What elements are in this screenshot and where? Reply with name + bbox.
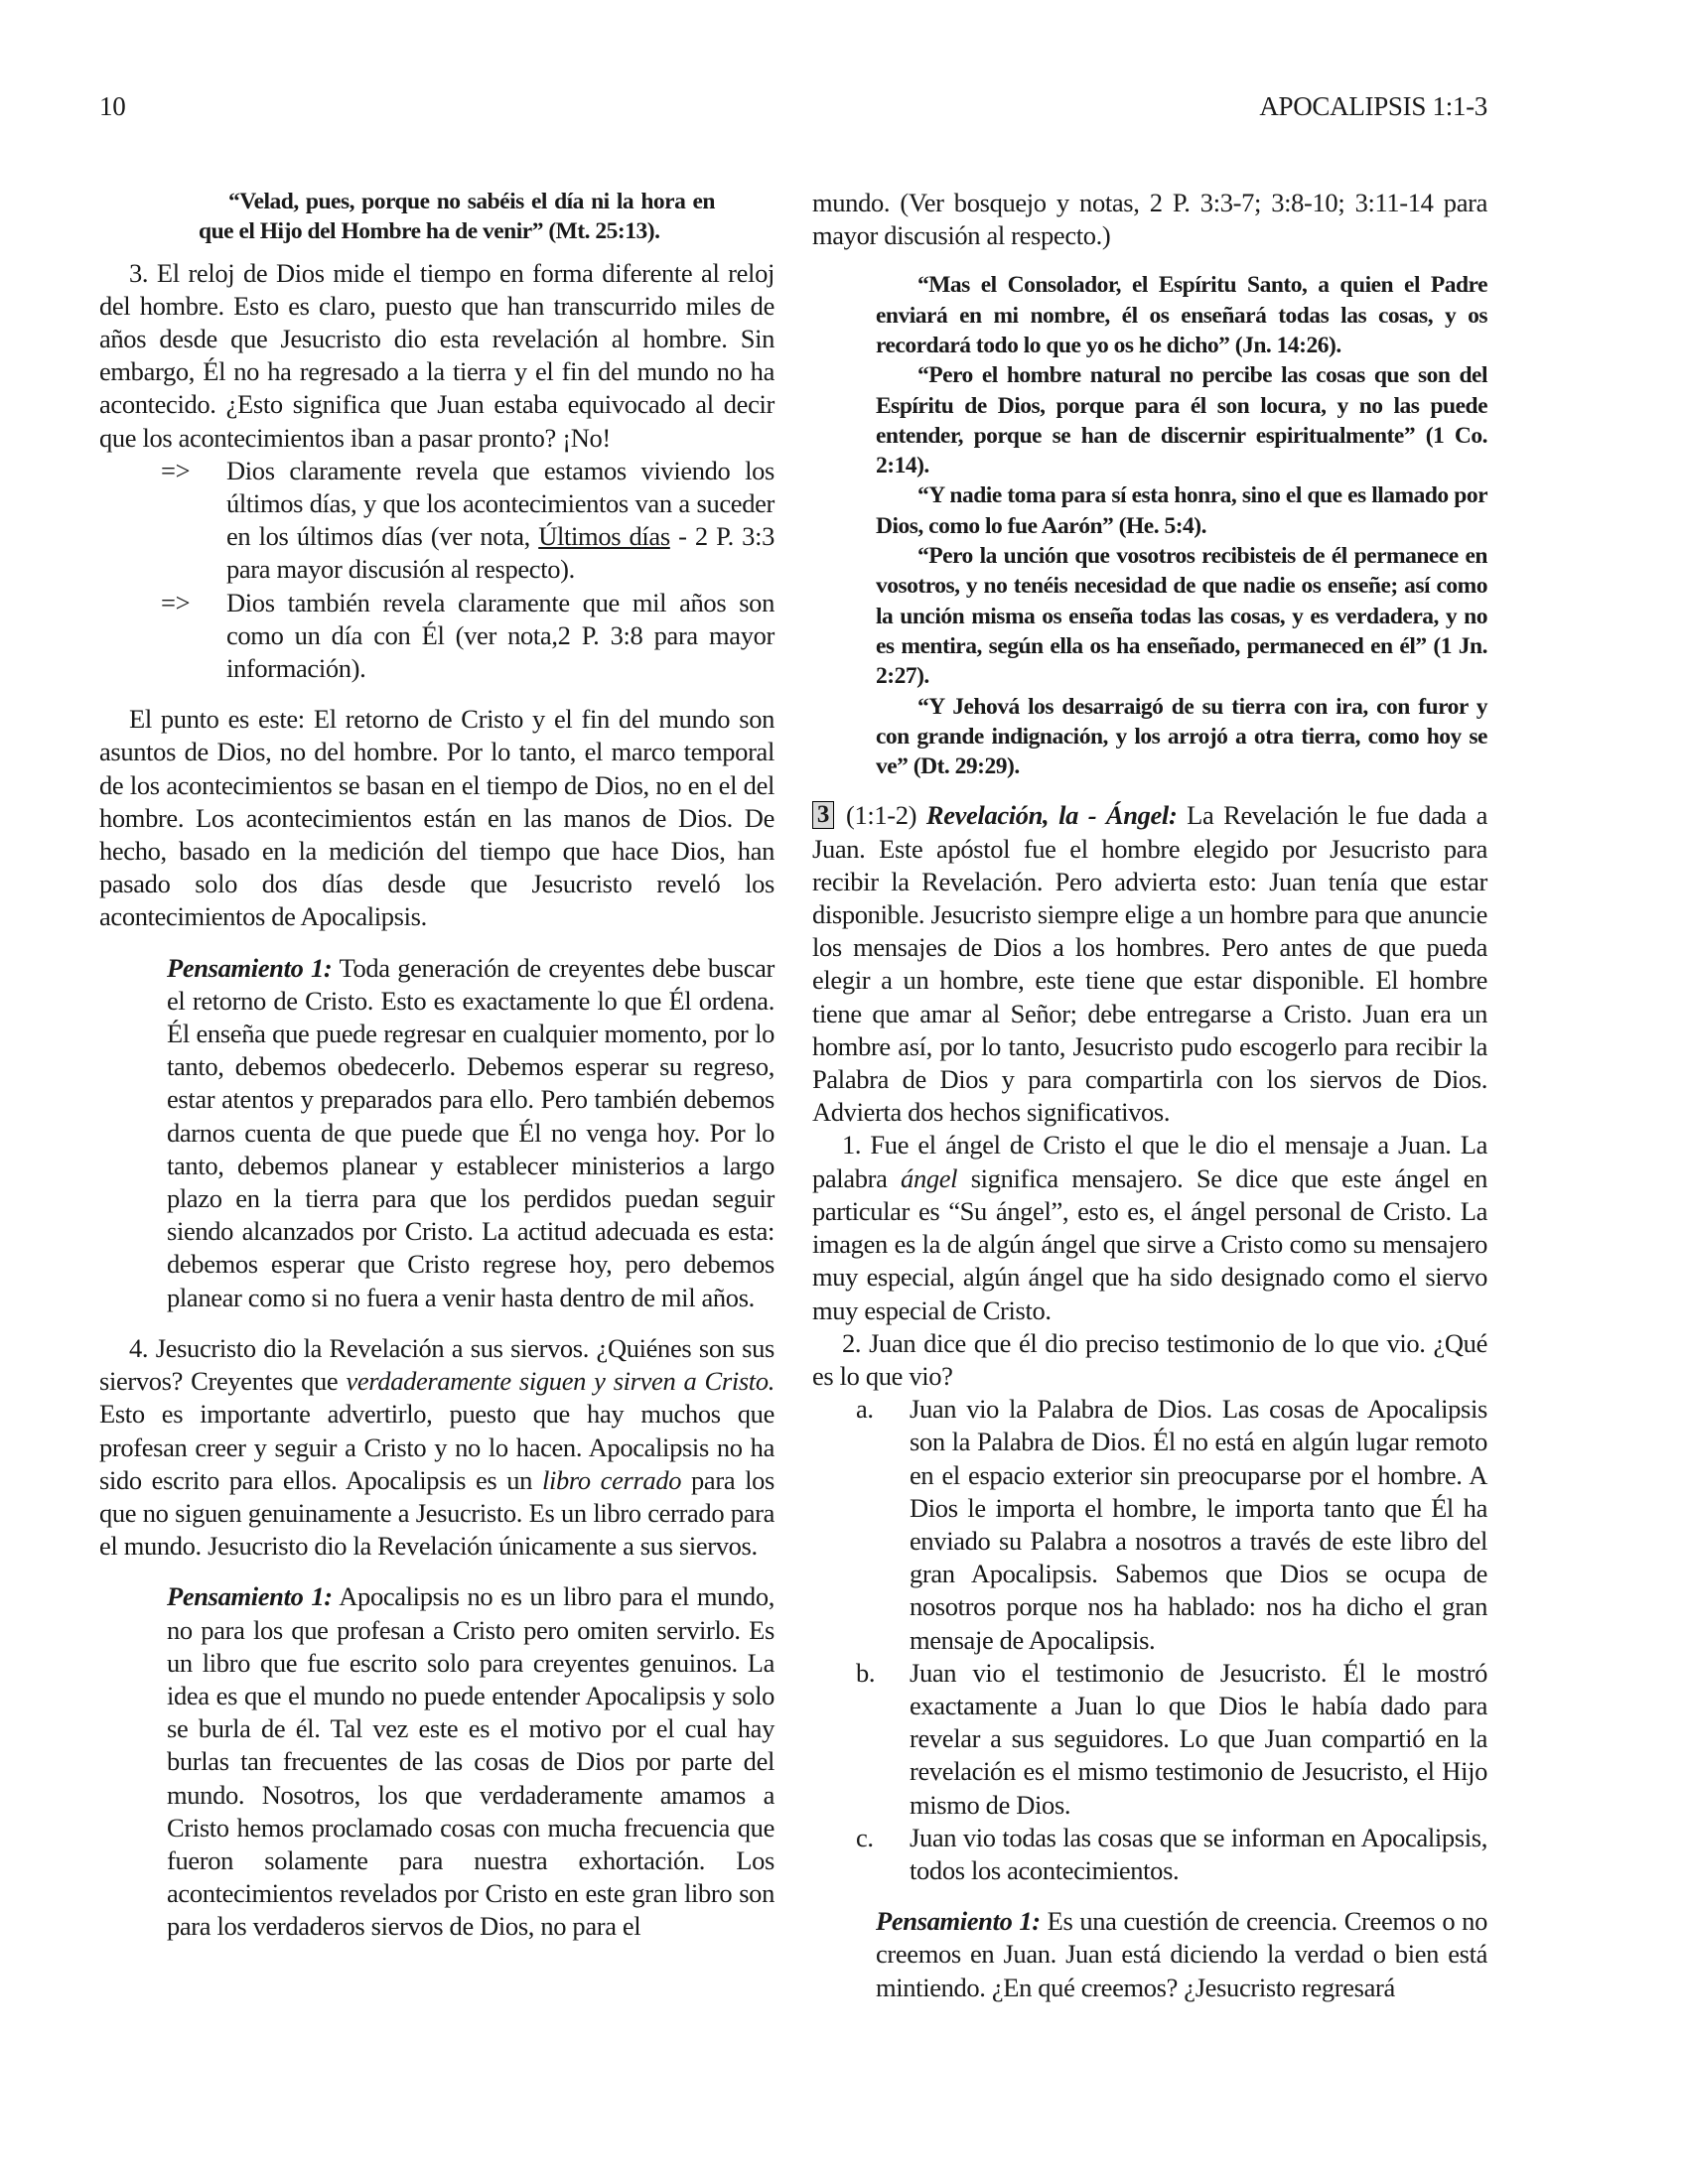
emphasis-text: libro cerrado <box>541 1464 682 1495</box>
arrow-marker: => <box>161 587 191 617</box>
scripture-quote: “Pero el hombre natural no percibe las cosas que son del Espíritu de Dios, porque para él son locura, y no las puede entender, porque se han de discernir espiritualmente” (1 Co. 2:14). <box>876 362 1487 479</box>
arrow-marker: => <box>161 455 191 485</box>
thought-text: Es una cuestión de creencia. Creemos o no creemos en Juan. Juan está diciendo la verdad o bien está mintiendo. ¿En qué creemos? ¿Jesucristo regresará <box>876 1906 1487 2002</box>
scripture-quote: “Y nadie toma para sí esta honra, sino el que es llamado por Dios, como lo fue Aarón” (He. 5:4). <box>876 482 1487 539</box>
scripture-quote: “Y Jehová los desarraigó de su tierra con ira, con furor y con grande indignación, y los arrojó a otra tierra, como hoy se ve” (Dt. 29:29). <box>876 693 1487 780</box>
fact-1-paragraph <box>812 1129 1487 1326</box>
section-text: La Revelación le fue dada a Juan. Este apóstol fue el hombre elegido por Jesucristo para recibir la Revelación. Pero advierta esto: Juan tenía que estar disponible. Jesucristo siempre elige a un hombre para que anuncie los mensajes de Dios a los hombres. Pero antes de que pueda elegir a un hombre, este tiene que estar disponible. El hombre tiene que amar al Señor; debe entregarse a Cristo. Juan era un hombre así, por lo tanto, Jesucristo pudo escogerlo para recibir la Palabra de Dios y para compartirla con los siervos de Dios. Advierta dos hechos significativos. <box>812 800 1487 1128</box>
text-run: 4. Jesucristo dio la Revelación a sus siervos. ¿Quiénes son sus siervos? Creyentes que <box>99 1332 774 1397</box>
point-3-paragraph: 3. El reloj de Dios mide el tiempo en forma diferente al reloj del hombre. Esto es claro, puesto que han transcurrido miles de años desde que Jesucristo dio esta revelación al hombre. Sin embargo, Él no ha regresado a la tierra y el fin del mundo no ha acontecido. ¿Esto significa que Juan estaba equivocado al decir que los acontecimientos iban a pasar pronto? ¡No! <box>99 257 774 453</box>
section-number-badge: 3 <box>812 801 834 829</box>
ultimos-dias-link[interactable]: Últimos días <box>538 521 670 552</box>
section-title: Revelación, la - Ángel: <box>925 800 1178 831</box>
thought-block <box>167 952 774 1314</box>
text-run: 1. Fue el ángel de Cristo el que le dio el mensaje a Juan. La palabra <box>812 1130 1487 1193</box>
arrow-list-item <box>161 455 774 587</box>
running-title: APOCALIPSIS 1:1-3 <box>1259 91 1487 121</box>
emphasis-text: verdaderamente siguen y sirven a Cristo. <box>346 1366 774 1397</box>
list-marker: a. <box>856 1394 874 1425</box>
list-marker: c. <box>856 1822 874 1852</box>
arrow-item-text: Dios claramente revela que estamos viviendo los últimos días, y que los acontecimientos van a suceder en los últimos días (ver nota, <box>226 455 774 552</box>
list-item <box>856 1657 1487 1822</box>
continuation-paragraph: mundo. (Ver bosquejo y notas, 2 P. 3:3-7; 3:8-10; 3:11-14 para mayor discusión al respecto.) <box>812 188 1487 251</box>
thought-block <box>876 1905 1487 2004</box>
scripture-quote: “Mas el Consolador, el Espíritu Santo, a quien el Padre enviará en mi nombre, él os enseñará todas las cosas, y os recordará todo lo que yo os he dicho” (Jn. 14:26). <box>876 272 1487 358</box>
arrow-item-text: - 2 P. 3:3 para mayor discusión al respecto). <box>226 521 774 585</box>
list-item-text: Juan vio la Palabra de Dios. Las cosas de Apocalipsis son la Palabra de Dios. Él no está en algún lugar remoto en el espacio exterior sin preocuparse por el hombre. A Dios le importa el hombre, le importa tanto que Él ha enviado su Palabra a nosotros a través de este libro del gran Apocalipsis. Sabemos que Dios se ocupa de nosotros porque nos ha hablado: nos ha dicho el gran mensaje de Apocalipsis. <box>910 1394 1487 1655</box>
list-item <box>856 1393 1487 1657</box>
text-run: para los que no siguen genuinamente a Jesucristo. Es un libro cerrado para el mundo. Jesucristo dio la Revelación únicamente a sus siervos. <box>99 1464 775 1562</box>
scripture-quote: “Pero la unción que vosotros recibisteis de él permanece en vosotros, y no tenéis necesidad de que nadie os enseñe; así como la unción misma os enseña todas las cosas, y es verdadera, y no es mentira, según ella os ha enseñado, permaneced en él” (1 Jn. 2:27). <box>876 543 1487 690</box>
scripture-quote-mt: “Velad, pues, porque no sabéis el día ni la hora en que el Hijo del Hombre ha de venir” (Mt. 25:13). <box>199 189 715 245</box>
section-ref: (1:1-2) <box>846 800 926 831</box>
page-number: 10 <box>99 91 126 121</box>
emphasis-text: ángel <box>901 1162 958 1193</box>
thought-text: Apocalipsis no es un libro para el mundo, no para los que profesan a Cristo pero omiten servirlo. Es un libro que fue escrito solo para creyentes genuinos. La idea es que el mundo no puede entender Apocalipsis y solo se burla de él. Tal vez este es el motivo por el cual hay burlas tan frecuentes de las cosas de Dios por parte del mundo. Nosotros, los que verdaderamente amamos a Cristo hemos proclamado cosas con mucha frecuencia que fueron solamente para nuestra exhortación. Los acontecimientos revelados por Cristo en este gran libro son para los verdaderos siervos de Dios, no para el <box>167 1581 774 1942</box>
text-run: significa mensajero. Se dice que este ángel en particular es “Su ángel”, esto es, el ángel personal de Cristo. La imagen es la de algún ángel que sirve a Cristo como su mensajero muy especial, algún ángel que ha sido designado como el siervo muy especial de Cristo. <box>812 1162 1487 1325</box>
thought-label: Pensamiento 1: <box>876 1906 1041 1937</box>
punto-paragraph: El punto es este: El retorno de Cristo y el fin del mundo son asuntos de Dios, no del hombre. Por lo tanto, el marco temporal de los acontecimientos se basan en el tiempo de Dios, no en el del hombre. Los acontecimientos están en las manos de Dios. De hecho, basado en la medición del tiempo que hace Dios, han pasado solo dos días desde que Jesucristo reveló los acontecimientos de Apocalipsis. <box>99 704 774 932</box>
point-4-paragraph <box>99 1332 774 1563</box>
section-3-paragraph <box>812 799 1487 1129</box>
arrow-list-item <box>161 587 774 686</box>
right-column <box>812 187 1487 2004</box>
left-column <box>99 187 774 1944</box>
thought-label: Pensamiento 1: <box>167 952 333 983</box>
list-item-text: Juan vio todas las cosas que se informan en Apocalipsis, todos los acontecimientos. <box>910 1822 1487 1885</box>
list-item <box>856 1822 1487 1887</box>
list-marker: b. <box>856 1657 876 1688</box>
thought-block <box>167 1580 774 1943</box>
arrow-item-text: Dios también revela claramente que mil años son como un día con Él (ver nota,2 P. 3:8 para mayor información). <box>226 587 774 684</box>
scripture-quotes <box>876 270 1487 781</box>
text-run: Esto es importante advertirlo, puesto que hay muchos que profesan creer y seguir a Cristo y no lo hacen. Apocalipsis no ha sido escrito para ellos. Apocalipsis es un <box>99 1399 774 1495</box>
thought-label: Pensamiento 1: <box>167 1581 333 1612</box>
thought-text: Toda generación de creyentes debe buscar el retorno de Cristo. Esto es exactamente lo que Él ordena. Él enseña que puede regresar en cualquier momento, por lo tanto, debemos obedecerlo. Debemos esperar su regreso, estar atentos y preparados para ello. Pero también debemos darnos cuenta de que puede que Él no venga hoy. Por lo tanto, debemos planear y establecer ministerios a largo plazo en la tierra para que los perdidos puedan seguir siendo alcanzados por Cristo. La actitud adecuada es esta: debemos esperar que Cristo regrese hoy, pero debemos planear como si no fuera a venir hasta dentro de mil años. <box>167 952 774 1312</box>
fact-2-paragraph: 2. Juan dice que él dio preciso testimonio de lo que vio. ¿Qué es lo que vio? <box>812 1327 1487 1391</box>
list-item-text: Juan vio el testimonio de Jesucristo. Él le mostró exactamente a Juan lo que Dios le había dado para revelar a sus seguidores. Lo que Juan compartió en la revelación es el mismo testimonio de Jesucristo, el Hijo mismo de Dios. <box>910 1657 1487 1820</box>
